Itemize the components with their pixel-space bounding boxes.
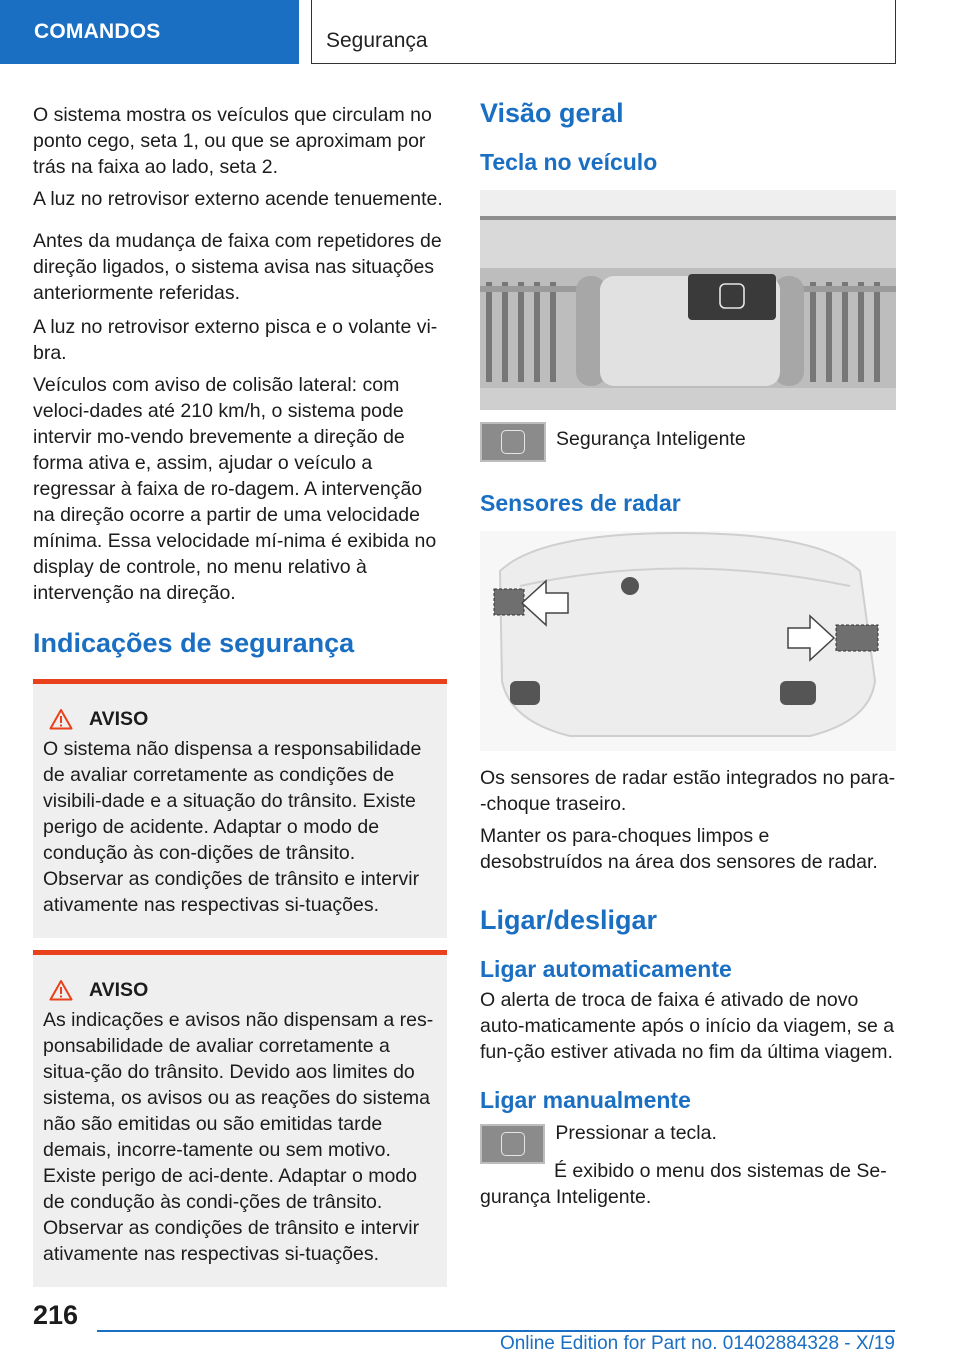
warning-box	[33, 679, 447, 938]
intelligent-safety-button-icon	[480, 422, 546, 462]
intelligent-safety-button-icon	[480, 1124, 545, 1164]
warning-text: O sistema não dispensa a responsabilidade de avaliar corretamente as condições de visibili-dade e a situação do trânsito. Existe perigo de acidente. Adaptar o modo de condução às con-dições de trânsito. Observar as condições de trânsito e intervir ativamente nas respectivas si-tuações.	[43, 738, 422, 916]
subsection-heading: Sensores de radar	[480, 490, 681, 516]
paragraph: Manter os para-choques limpos e desobstruídos na área dos sensores de radar.	[480, 825, 878, 873]
subsection-heading: Tecla no veículo	[480, 149, 658, 175]
left-column	[33, 102, 447, 1287]
section-heading: Visão geral	[480, 98, 624, 128]
paragraph: Os sensores de radar estão integrados no para--choque traseiro.	[480, 767, 896, 815]
section-tab: COMANDOS	[0, 0, 299, 64]
warning-triangle-icon	[49, 979, 73, 1001]
subsection-heading: Ligar automaticamente	[480, 956, 732, 982]
warning-title: AVISO	[89, 707, 149, 730]
warning-box	[33, 950, 447, 1287]
page-number: 216	[33, 1300, 79, 1330]
paragraph: O sistema mostra os veículos que circulam no ponto cego, seta 1, ou que se aproximam por trás na faixa ao lado, seta 2.	[33, 104, 432, 178]
warning-triangle-icon	[49, 708, 73, 730]
button-caption: Segurança Inteligente	[556, 428, 746, 450]
chapter-tab: Segurança	[311, 0, 896, 64]
paragraph: A luz no retrovisor externo acende tenuemente.	[33, 188, 443, 210]
paragraph: O alerta de troca de faixa é ativado de novo auto-maticamente após o início da viagem, se a fun-ção estiver ativada no fim da última viagem.	[480, 989, 895, 1063]
paragraph: É exibido o menu dos sistemas de Se-gurança Inteligente.	[480, 1160, 887, 1208]
dashboard-button-photo	[480, 190, 896, 410]
paragraph: Antes da mudança de faixa com repetidores de direção ligados, o sistema avisa nas situações anteriormente referidas.	[33, 230, 442, 304]
warning-title: AVISO	[89, 978, 149, 1001]
footer-divider	[97, 1330, 895, 1332]
warning-text: As indicações e avisos não dispensam a res-ponsabilidade de avaliar corretamente a situa-ção do trânsito. Devido aos limites do sistema, os avisos ou as reações do sistema não são emitidas ou são emitidas tarde demais, incorre-tamente ou sem motivo. Existe perigo de aci-dente. Adaptar o modo de condução às condi-ções de trânsito. Observar as condições de trânsito e intervir ativamente nas respectivas si-tuações.	[43, 1009, 434, 1265]
rear-bumper-radar-photo	[480, 531, 896, 751]
subsection-heading: Ligar manualmente	[480, 1087, 691, 1113]
paragraph: Veículos com aviso de colisão lateral: com veloci-dades até 210 km/h, o sistema pode intervir mo-vendo brevemente a direção de forma ativa e, assim, ajudar o veículo a regressar à faixa de ro-dagem. A intervenção na direção ocorre a partir de uma velocidade mínima. Essa velocidade mí-nima é exibida no display de controle, no menu relativo à intervenção na direção.	[33, 374, 437, 604]
paragraph: A luz no retrovisor externo pisca e o volante vi-bra.	[33, 316, 438, 364]
section-heading: Indicações de segurança	[33, 628, 355, 658]
section-heading: Ligar/desligar	[480, 905, 658, 935]
right-column	[480, 98, 896, 1210]
edition-note: Online Edition for Part no. 01402884328 - X/19	[499, 1333, 895, 1354]
paragraph: Pressionar a tecla.	[555, 1122, 717, 1144]
